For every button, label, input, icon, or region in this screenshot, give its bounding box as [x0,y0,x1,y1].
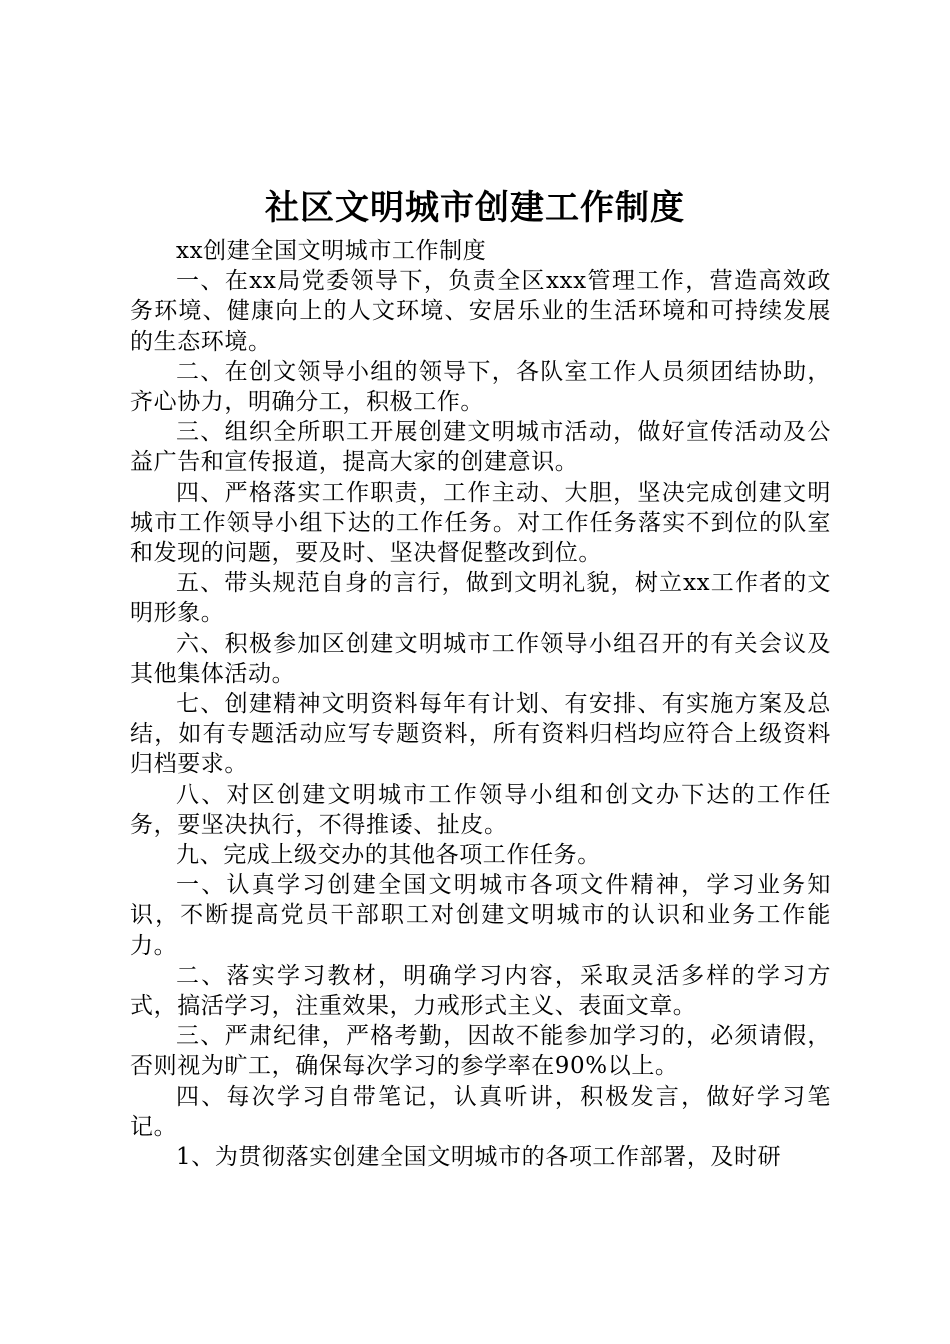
paragraph: 八、对区创建文明城市工作领导小组和创文办下达的工作任务，要坚决执行，不得推诿、扯皮。 [130,781,831,838]
paragraph: 四、严格落实工作职责，工作主动、大胆，坚决完成创建文明城市工作领导小组下达的工作任务。对工作任务落实不到位的队室和发现的问题，要及时、坚决督促整改到位。 [130,479,831,567]
paragraph: 九、完成上级交办的其他各项工作任务。 [176,842,601,869]
paragraph: 1、为贯彻落实创建全国文明城市的各项工作部署，及时研 [176,1144,782,1171]
paragraph: 五、带头规范自身的言行，做到文明礼貌，树立xx工作者的文明形象。 [130,570,831,627]
document-title: 社区文明城市创建工作制度 [265,188,685,228]
paragraph: 六、积极参加区创建文明城市工作领导小组召开的有关会议及其他集体活动。 [130,630,831,687]
paragraph: 二、落实学习教材，明确学习内容，采取灵活多样的学习方式，搞活学习，注重效果，力戒形式主义、表面文章。 [130,962,831,1020]
paragraph: 一、在xx局党委领导下，负责全区xxx管理工作，营造高效政务环境、健康向上的人文环境、安居乐业的生活环境和可持续发展的生态环境。 [130,268,831,355]
paragraph: 二、在创文领导小组的领导下，各队室工作人员须团结协助，齐心协力，明确分工，积极工作。 [130,358,831,416]
paragraph-heading: xx创建全国文明城市工作制度 [176,238,487,264]
paragraph: 三、组织全所职工开展创建文明城市活动，做好宣传活动及公益广告和宣传报道，提高大家的创建意识。 [130,419,831,476]
paragraph: 四、每次学习自带笔记，认真听讲，积极发言，做好学习笔记。 [130,1083,831,1140]
document-body [130,236,831,1172]
paragraph: 三、严肃纪律，严格考勤，因故不能参加学习的，必须请假，否则视为旷工，确保每次学习的参学率在90%以上。 [130,1023,831,1080]
paragraph: 七、创建精神文明资料每年有计划、有安排、有实施方案及总结，如有专题活动应写专题资料，所有资料归档均应符合上级资料归档要求。 [130,691,831,778]
paragraph: 一、认真学习创建全国文明城市各项文件精神，学习业务知识，不断提高党员干部职工对创建文明城市的认识和业务工作能力。 [130,872,831,959]
